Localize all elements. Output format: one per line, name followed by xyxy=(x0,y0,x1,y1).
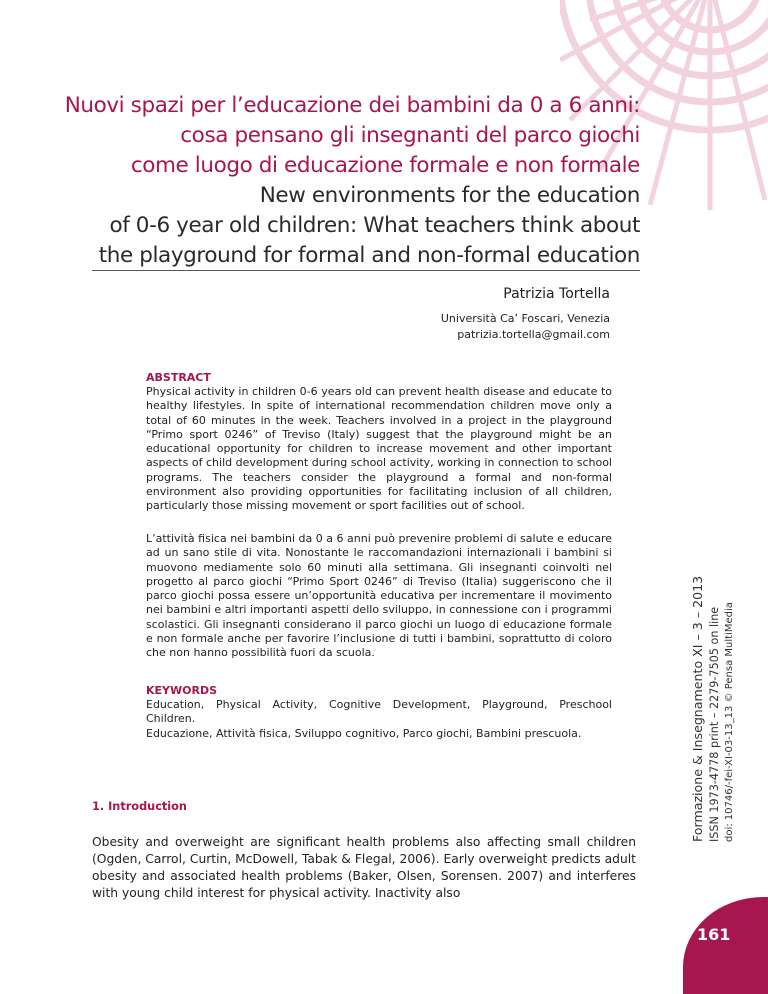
journal-doi: doi: 10746/-fei-XI-03-13_13 © Pensa MultiMedia xyxy=(724,602,735,842)
keywords-italian: Educazione, Attività fisica, Sviluppo cognitivo, Parco giochi, Bambini prescuola. xyxy=(146,727,582,740)
keywords-heading: KEYWORDS xyxy=(146,684,218,697)
abstract-heading: ABSTRACT xyxy=(146,371,211,384)
author-email[interactable]: patrizia.tortella@gmail.com xyxy=(457,328,610,341)
section-heading: 1. Introduction xyxy=(92,800,187,813)
title-divider xyxy=(92,270,640,271)
journal-title: Formazione & Insegnamento XI – 3 – 2013 xyxy=(690,575,705,842)
author-affiliation: Università Ca’ Foscari, Venezia xyxy=(440,312,610,325)
abstract-italian: L’attività fisica nei bambini da 0 a 6 anni può prevenire problemi di salute e educare ad un sano stile di vita. Nonostante le raccomandazioni internazionali i bambini si muovono mediamente solo 60 minuti alla settimana. Gli insegnanti coinvolti nel progetto al parco giochi “Primo Sport 0246” di Treviso (Italia) suggeriscono che il parco giochi possa essere un’opportunità educativa per incrementare il movimento nei bambini e altri importanti aspetti dello sviluppo, in connessione con i programmi scolastici. Gli insegnanti considerano il parco giochi un luogo di educazione formale e non formale anche per favorire l’inclusione di tutti i bambini, soprattutto di coloro che non hanno possibilità fuori da scuola. xyxy=(146,532,612,660)
title-italian-line: come luogo di educazione formale e non formale xyxy=(130,153,640,178)
journal-issn: ISSN 1973-4778 print – 2279-7505 on line xyxy=(708,606,721,842)
abstract-english: Physical activity in children 0-6 years old can prevent health disease and educate to healthy lifestyles. In spite of international recommendation children move only a total of 60 minutes in the week. Teachers involved in a project in the playground “Primo sport 0246” of Treviso (Italy) suggest that the playground might be an educational opportunity for children to increase movement and other important aspects of child development during school activity, working in connection to school programs. The teachers consider the playground a formal and non-formal environment also providing opportunities for facilitating inclusion of all children, particularly those missing movement or sport facilities out of school. xyxy=(146,385,612,513)
author-name: Patrizia Tortella xyxy=(503,286,610,302)
section-body-text: Obesity and overweight are significant health problems also affecting small children (Ogden, Carrol, Curtin, McDowell, Tabak & Flegal, 2006). Early overweight predicts adult obesity and associated health problems (Baker, Olsen, Sorensen. 2007) and interferes with young child interest for physical activity. Inactivity also xyxy=(92,835,636,900)
keywords-english: Education, Physical Activity, Cognitive Development, Playground, Preschool Children. xyxy=(146,698,612,726)
title-italian-line: cosa pensano gli insegnanti del parco giochi xyxy=(180,123,640,148)
title-english-line: New environments for the education xyxy=(259,183,640,208)
page-number-tab xyxy=(683,897,768,994)
title-english-line: of 0-6 year old children: What teachers think about xyxy=(109,213,640,238)
title-english-line: the playground for formal and non-formal education xyxy=(98,243,640,268)
page-number: 161 xyxy=(697,925,731,944)
article-title xyxy=(40,91,640,271)
title-italian-line: Nuovi spazi per l’educazione dei bambini da 0 a 6 anni: xyxy=(64,93,640,118)
journal-sidebar xyxy=(689,575,747,842)
